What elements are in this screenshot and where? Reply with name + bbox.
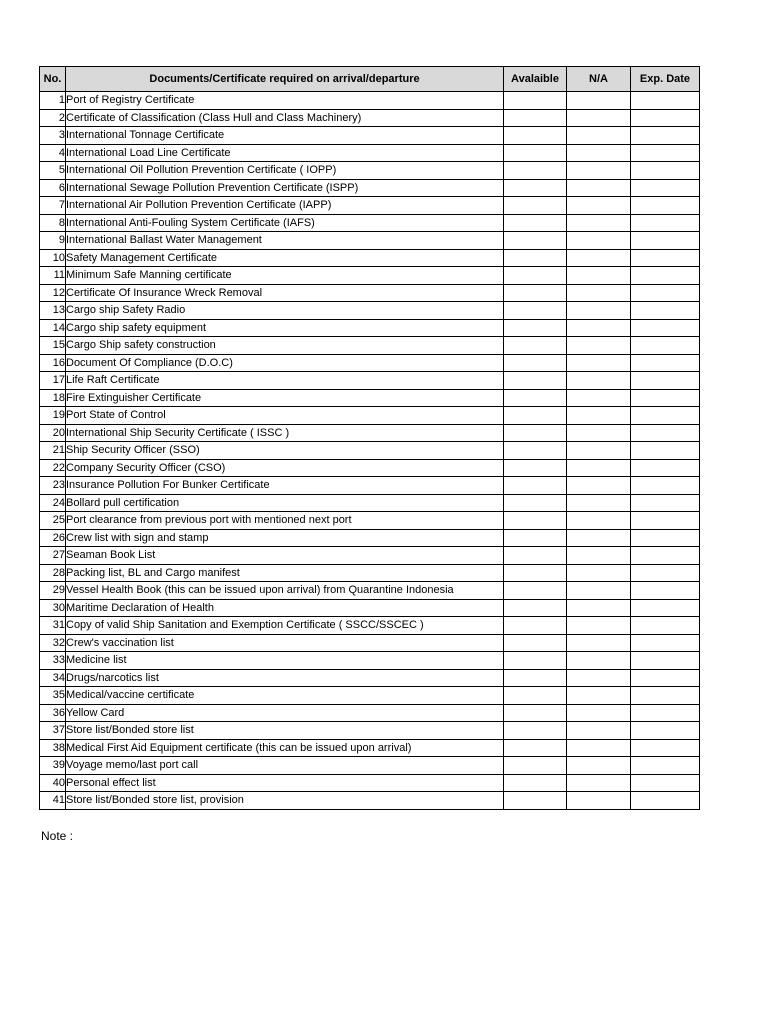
exp-date-cell[interactable] [631,144,700,162]
row-number: 19 [40,407,66,425]
na-cell[interactable] [567,424,631,442]
na-cell[interactable] [567,389,631,407]
exp-date-cell[interactable] [631,179,700,197]
na-cell[interactable] [567,214,631,232]
available-cell[interactable] [504,162,567,180]
row-number: 31 [40,617,66,635]
table-row [40,179,700,197]
document-name: Crew's vaccination list [66,634,504,652]
available-cell[interactable] [504,512,567,530]
document-checklist-table [39,66,700,810]
row-number: 30 [40,599,66,617]
exp-date-cell[interactable] [631,652,700,670]
row-number: 22 [40,459,66,477]
available-cell[interactable] [504,599,567,617]
exp-date-cell[interactable] [631,162,700,180]
exp-date-cell[interactable] [631,337,700,355]
na-cell[interactable] [567,722,631,740]
available-cell[interactable] [504,249,567,267]
na-cell[interactable] [567,109,631,127]
table-row [40,634,700,652]
row-number: 6 [40,179,66,197]
table-row [40,407,700,425]
na-cell[interactable] [567,249,631,267]
row-number: 21 [40,442,66,460]
table-row [40,547,700,565]
table-row [40,582,700,600]
na-cell[interactable] [567,652,631,670]
table-row [40,529,700,547]
row-number: 36 [40,704,66,722]
na-cell[interactable] [567,792,631,810]
available-cell[interactable] [504,407,567,425]
document-name: Medicine list [66,652,504,670]
document-name: Medical/vaccine certificate [66,687,504,705]
exp-date-cell[interactable] [631,372,700,390]
available-cell[interactable] [504,774,567,792]
row-number: 18 [40,389,66,407]
exp-date-cell[interactable] [631,739,700,757]
row-number: 8 [40,214,66,232]
na-cell[interactable] [567,179,631,197]
table-row [40,617,700,635]
header-no: No. [40,67,66,92]
available-cell[interactable] [504,722,567,740]
document-name: International Tonnage Certificate [66,127,504,145]
na-cell[interactable] [567,529,631,547]
table-row [40,739,700,757]
table-row [40,267,700,285]
document-name: Cargo ship Safety Radio [66,302,504,320]
row-number: 5 [40,162,66,180]
row-number: 27 [40,547,66,565]
exp-date-cell[interactable] [631,669,700,687]
header-row [40,67,700,92]
exp-date-cell[interactable] [631,109,700,127]
exp-date-cell[interactable] [631,564,700,582]
document-name: International Load Line Certificate [66,144,504,162]
header-documents: Documents/Certificate required on arrival/departure [66,67,504,92]
available-cell[interactable] [504,424,567,442]
checklist-sheet [39,66,699,810]
document-name: Maritime Declaration of Health [66,599,504,617]
row-number: 20 [40,424,66,442]
row-number: 17 [40,372,66,390]
table-row [40,494,700,512]
document-name: Voyage memo/last port call [66,757,504,775]
na-cell[interactable] [567,197,631,215]
available-cell[interactable] [504,494,567,512]
table-row [40,652,700,670]
exp-date-cell[interactable] [631,319,700,337]
row-number: 41 [40,792,66,810]
available-cell[interactable] [504,582,567,600]
table-row [40,564,700,582]
available-cell[interactable] [504,477,567,495]
exp-date-cell[interactable] [631,92,700,110]
exp-date-cell[interactable] [631,634,700,652]
document-name: Port clearance from previous port with mentioned next port [66,512,504,530]
na-cell[interactable] [567,372,631,390]
exp-date-cell[interactable] [631,704,700,722]
na-cell[interactable] [567,92,631,110]
table-row [40,389,700,407]
exp-date-cell[interactable] [631,302,700,320]
exp-date-cell[interactable] [631,512,700,530]
header-available: Avalaible [504,67,567,92]
row-number: 15 [40,337,66,355]
table-row [40,757,700,775]
available-cell[interactable] [504,92,567,110]
table-row [40,232,700,250]
table-row [40,319,700,337]
exp-date-cell[interactable] [631,127,700,145]
available-cell[interactable] [504,442,567,460]
document-name: Drugs/narcotics list [66,669,504,687]
na-cell[interactable] [567,267,631,285]
document-name: Document Of Compliance (D.O.C) [66,354,504,372]
na-cell[interactable] [567,599,631,617]
table-row [40,792,700,810]
exp-date-cell[interactable] [631,354,700,372]
row-number: 37 [40,722,66,740]
na-cell[interactable] [567,564,631,582]
exp-date-cell[interactable] [631,477,700,495]
document-name: Bollard pull certification [66,494,504,512]
exp-date-cell[interactable] [631,442,700,460]
na-cell[interactable] [567,669,631,687]
row-number: 3 [40,127,66,145]
header-exp-date: Exp. Date [631,67,700,92]
na-cell[interactable] [567,127,631,145]
document-name: Cargo Ship safety construction [66,337,504,355]
table-row [40,162,700,180]
exp-date-cell[interactable] [631,757,700,775]
exp-date-cell[interactable] [631,792,700,810]
document-name: Personal effect list [66,774,504,792]
table-row [40,477,700,495]
na-cell[interactable] [567,617,631,635]
available-cell[interactable] [504,617,567,635]
row-number: 10 [40,249,66,267]
na-cell[interactable] [567,494,631,512]
available-cell[interactable] [504,792,567,810]
available-cell[interactable] [504,109,567,127]
row-number: 2 [40,109,66,127]
document-name: International Anti-Fouling System Certificate (IAFS) [66,214,504,232]
exp-date-cell[interactable] [631,722,700,740]
table-row [40,302,700,320]
na-cell[interactable] [567,757,631,775]
available-cell[interactable] [504,389,567,407]
document-name: Medical First Aid Equipment certificate (this can be issued upon arrival) [66,739,504,757]
na-cell[interactable] [567,354,631,372]
row-number: 38 [40,739,66,757]
na-cell[interactable] [567,144,631,162]
table-row [40,337,700,355]
table-row [40,127,700,145]
row-number: 9 [40,232,66,250]
document-name: Yellow Card [66,704,504,722]
document-name: Seaman Book List [66,547,504,565]
na-cell[interactable] [567,232,631,250]
na-cell[interactable] [567,774,631,792]
document-name: Copy of valid Ship Sanitation and Exemption Certificate ( SSCC/SSCEC ) [66,617,504,635]
row-number: 4 [40,144,66,162]
available-cell[interactable] [504,197,567,215]
row-number: 34 [40,669,66,687]
table-row [40,214,700,232]
available-cell[interactable] [504,127,567,145]
document-name: Ship Security Officer (SSO) [66,442,504,460]
document-name: Insurance Pollution For Bunker Certificate [66,477,504,495]
available-cell[interactable] [504,669,567,687]
document-name: International Ship Security Certificate ( ISSC ) [66,424,504,442]
document-name: International Sewage Pollution Prevention Certificate (ISPP) [66,179,504,197]
exp-date-cell[interactable] [631,424,700,442]
available-cell[interactable] [504,757,567,775]
table-row [40,687,700,705]
document-name: International Ballast Water Management [66,232,504,250]
exp-date-cell[interactable] [631,214,700,232]
available-cell[interactable] [504,652,567,670]
row-number: 35 [40,687,66,705]
exp-date-cell[interactable] [631,687,700,705]
row-number: 33 [40,652,66,670]
available-cell[interactable] [504,284,567,302]
available-cell[interactable] [504,267,567,285]
document-name: Port State of Control [66,407,504,425]
na-cell[interactable] [567,512,631,530]
row-number: 23 [40,477,66,495]
table-row [40,372,700,390]
exp-date-cell[interactable] [631,582,700,600]
document-name: Certificate of Classification (Class Hull and Class Machinery) [66,109,504,127]
document-name: Crew list with sign and stamp [66,529,504,547]
exp-date-cell[interactable] [631,774,700,792]
table-row [40,144,700,162]
row-number: 11 [40,267,66,285]
row-number: 16 [40,354,66,372]
table-row [40,599,700,617]
document-name: Store list/Bonded store list, provision [66,792,504,810]
row-number: 14 [40,319,66,337]
available-cell[interactable] [504,739,567,757]
document-name: Minimum Safe Manning certificate [66,267,504,285]
exp-date-cell[interactable] [631,547,700,565]
document-name: Safety Management Certificate [66,249,504,267]
table-row [40,442,700,460]
exp-date-cell[interactable] [631,459,700,477]
document-name: Company Security Officer (CSO) [66,459,504,477]
table-row [40,722,700,740]
exp-date-cell[interactable] [631,249,700,267]
available-cell[interactable] [504,687,567,705]
na-cell[interactable] [567,302,631,320]
document-name: Life Raft Certificate [66,372,504,390]
note-label: Note : [41,829,74,843]
table-row [40,512,700,530]
table-row [40,669,700,687]
row-number: 7 [40,197,66,215]
exp-date-cell[interactable] [631,197,700,215]
available-cell[interactable] [504,232,567,250]
na-cell[interactable] [567,704,631,722]
na-cell[interactable] [567,459,631,477]
available-cell[interactable] [504,547,567,565]
exp-date-cell[interactable] [631,529,700,547]
document-name: Fire Extinguisher Certificate [66,389,504,407]
exp-date-cell[interactable] [631,284,700,302]
na-cell[interactable] [567,582,631,600]
table-row [40,197,700,215]
na-cell[interactable] [567,687,631,705]
na-cell[interactable] [567,442,631,460]
na-cell[interactable] [567,284,631,302]
table-row [40,92,700,110]
na-cell[interactable] [567,547,631,565]
exp-date-cell[interactable] [631,599,700,617]
table-row [40,704,700,722]
na-cell[interactable] [567,337,631,355]
row-number: 25 [40,512,66,530]
available-cell[interactable] [504,634,567,652]
available-cell[interactable] [504,319,567,337]
available-cell[interactable] [504,179,567,197]
row-number: 40 [40,774,66,792]
document-name: Port of Registry Certificate [66,92,504,110]
table-row [40,774,700,792]
row-number: 13 [40,302,66,320]
na-cell[interactable] [567,477,631,495]
table-row [40,354,700,372]
document-name: Cargo ship safety equipment [66,319,504,337]
document-name: Certificate Of Insurance Wreck Removal [66,284,504,302]
document-name: International Oil Pollution Prevention Certificate ( IOPP) [66,162,504,180]
row-number: 24 [40,494,66,512]
available-cell[interactable] [504,459,567,477]
na-cell[interactable] [567,634,631,652]
exp-date-cell[interactable] [631,617,700,635]
na-cell[interactable] [567,739,631,757]
table-row [40,284,700,302]
available-cell[interactable] [504,214,567,232]
na-cell[interactable] [567,162,631,180]
row-number: 29 [40,582,66,600]
row-number: 32 [40,634,66,652]
available-cell[interactable] [504,144,567,162]
exp-date-cell[interactable] [631,494,700,512]
row-number: 26 [40,529,66,547]
document-name: Store list/Bonded store list [66,722,504,740]
na-cell[interactable] [567,407,631,425]
available-cell[interactable] [504,354,567,372]
table-row [40,109,700,127]
document-name: Vessel Health Book (this can be issued upon arrival) from Quarantine Indonesia [66,582,504,600]
table-row [40,459,700,477]
row-number: 28 [40,564,66,582]
exp-date-cell[interactable] [631,407,700,425]
row-number: 1 [40,92,66,110]
row-number: 39 [40,757,66,775]
exp-date-cell[interactable] [631,267,700,285]
table-row [40,249,700,267]
available-cell[interactable] [504,337,567,355]
row-number: 12 [40,284,66,302]
exp-date-cell[interactable] [631,389,700,407]
document-name: International Air Pollution Prevention Certificate (IAPP) [66,197,504,215]
available-cell[interactable] [504,302,567,320]
checklist-body [40,92,700,810]
available-cell[interactable] [504,372,567,390]
na-cell[interactable] [567,319,631,337]
available-cell[interactable] [504,529,567,547]
exp-date-cell[interactable] [631,232,700,250]
document-name: Packing list, BL and Cargo manifest [66,564,504,582]
header-na: N/A [567,67,631,92]
table-row [40,424,700,442]
available-cell[interactable] [504,564,567,582]
available-cell[interactable] [504,704,567,722]
